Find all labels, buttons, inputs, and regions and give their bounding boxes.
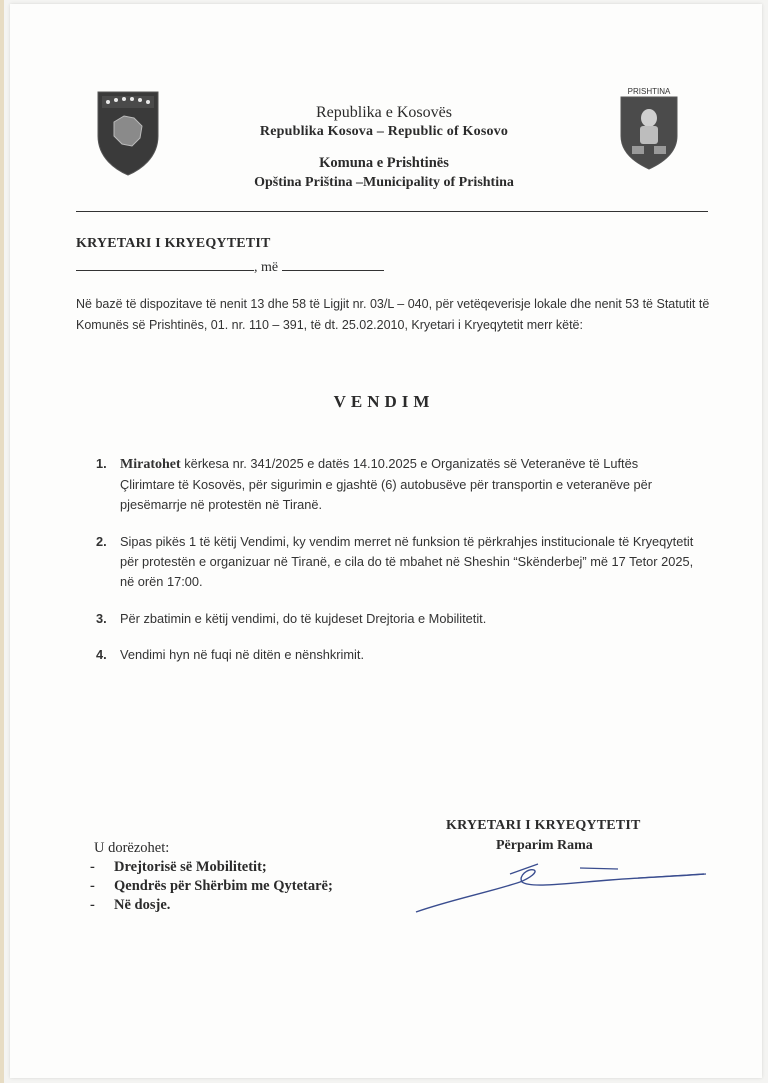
reference-date-line — [76, 256, 384, 276]
item-text: Sipas pikës 1 të këtij Vendimi, ky vendim merret në funksion të përkrahjes institucionale të Kryeqytetit për protestën e organizuar në Tiranë, e cila do të mbahet në Sheshin “Skënderbej” më 17 Tetor 2025, në orën 17:00. — [120, 534, 694, 589]
kosovo-coat-of-arms-icon — [96, 88, 160, 176]
date-blank — [282, 256, 384, 271]
item-number: 1. — [96, 456, 107, 471]
recipient-text: Në dosje. — [114, 897, 171, 913]
municipality-name-albanian: Komuna e Prishtinës — [319, 155, 449, 171]
republic-name-albanian: Republika e Kosovës — [316, 104, 452, 121]
decision-item-4 — [96, 645, 696, 665]
municipality-name-other: Opština Priština –Municipality of Prishtina — [254, 175, 514, 190]
decision-item-3 — [96, 609, 696, 629]
prishtina-coat-of-arms-icon — [618, 86, 680, 170]
delivery-heading: U dorëzohet: — [94, 840, 170, 856]
item-text: Vendimi hyn në fuqi në ditën e nënshkrimit. — [120, 647, 364, 662]
signatory-name: Përparim Rama — [496, 838, 593, 853]
decision-title: VENDIM — [333, 392, 435, 411]
list-dash: - — [90, 859, 95, 875]
item-text: kërkesa nr. 341/2025 e datës 14.10.2025 e Organizatës së Veteranëve të Luftës Çlirimtare të Kosovës, për sigurimin e gjashtë (6) autobusëve për transportin e veteranëve për pjesëmarrje në protestën në Tiranë. — [120, 456, 653, 512]
item-number: 4. — [96, 647, 107, 662]
decision-item-1 — [96, 454, 696, 515]
recipient-item — [90, 858, 333, 877]
decision-item-2 — [96, 532, 696, 592]
handwritten-signature — [410, 852, 710, 922]
republic-name-other: Republika Kosova – Republic of Kosovo — [259, 124, 509, 139]
header-divider — [76, 211, 708, 212]
emblem-text: PRISHTINA — [627, 87, 671, 96]
item-number: 2. — [96, 534, 107, 549]
item-lead-word: Miratohet — [120, 457, 181, 472]
list-dash: - — [90, 878, 95, 894]
date-separator: , më — [254, 260, 279, 275]
delivery-recipients — [90, 858, 333, 915]
scan-edge — [0, 0, 4, 1083]
recipient-item — [90, 877, 333, 896]
recipient-item — [90, 896, 333, 915]
reference-number-blank — [76, 256, 254, 271]
item-text: Për zbatimin e këtij vendimi, do të kujdeset Drejtoria e Mobilitetit. — [120, 611, 487, 626]
signatory-title: KRYETARI I KRYEQYTETIT — [446, 818, 641, 833]
list-dash: - — [90, 897, 95, 913]
recipient-text: Qendrës për Shërbim me Qytetarë; — [114, 878, 333, 894]
decision-items — [96, 454, 696, 665]
recipient-text: Drejtorisë së Mobilitetit; — [114, 859, 267, 875]
office-title: KRYETARI I KRYEQYTETIT — [76, 236, 271, 251]
legal-preamble: Në bazë të dispozitave të nenit 13 dhe 58 të Ligjit nr. 03/L – 040, për vetëqeverisje lokale dhe nenit 53 të Statutit të Komunës së Prishtinës, 01. nr. 110 – 391, të dt. 25.02.2010, Kryetari i Kryeqytetit merr këtë: — [76, 297, 710, 332]
item-number: 3. — [96, 611, 107, 626]
